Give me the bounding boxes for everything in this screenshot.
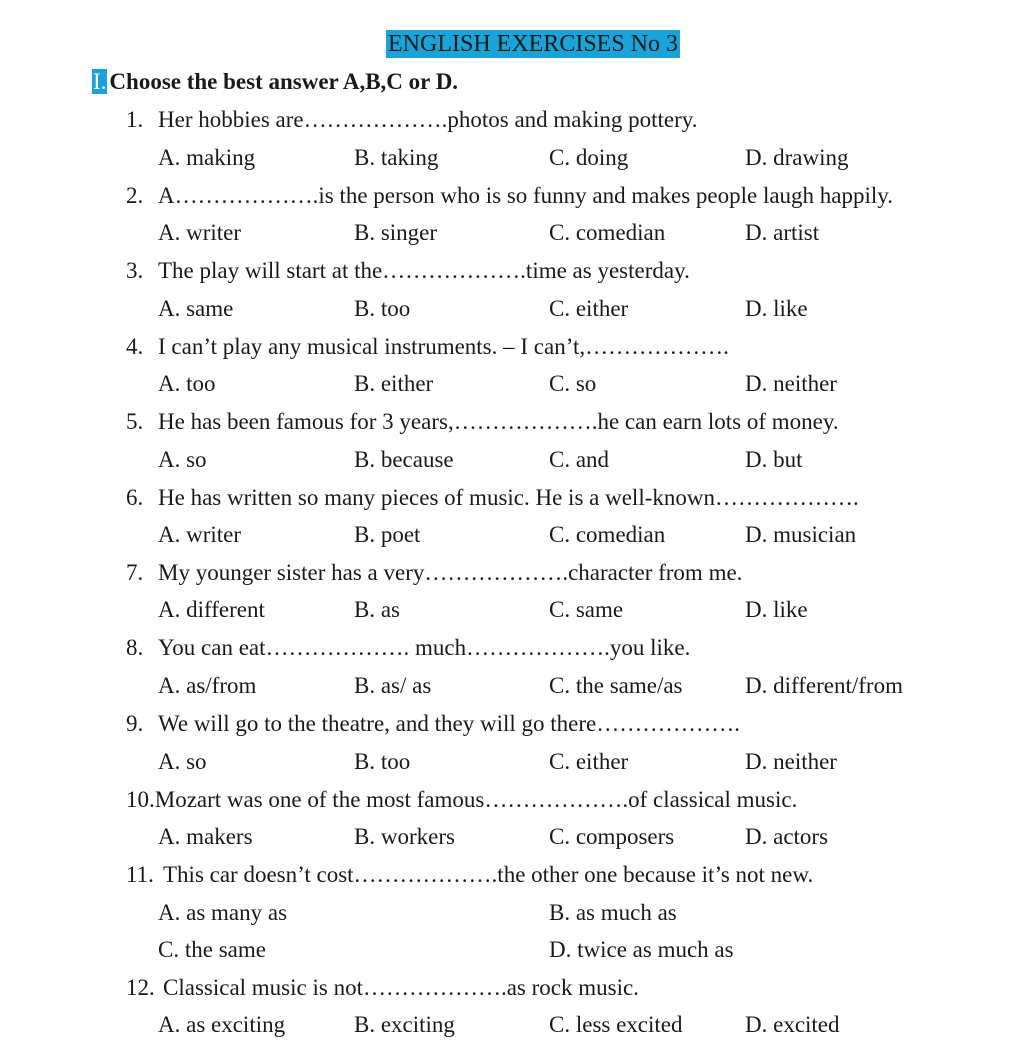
option-d[interactable]: D. neither xyxy=(745,749,837,774)
question-text: The play will start at the……………….time as yesterday. xyxy=(158,258,690,283)
question-10-options xyxy=(158,820,978,854)
question-8 xyxy=(126,631,1006,665)
option-a[interactable]: A. so xyxy=(158,447,207,472)
question-3-options xyxy=(158,292,978,326)
option-d[interactable]: D. twice as much as xyxy=(549,937,734,962)
option-a[interactable]: A. as many as xyxy=(158,900,288,925)
option-d[interactable]: D. neither xyxy=(745,371,837,396)
option-c[interactable]: C. either xyxy=(549,749,629,774)
question-text: I can’t play any musical instruments. – I can’t,………………. xyxy=(158,334,729,359)
option-b[interactable]: B. as xyxy=(354,597,400,622)
option-d[interactable]: D. like xyxy=(745,296,808,321)
question-1 xyxy=(126,103,1006,137)
question-9-options xyxy=(158,745,978,779)
option-a[interactable]: A. making xyxy=(158,145,256,170)
question-text: Her hobbies are……………….photos and making pottery. xyxy=(158,107,698,132)
option-b[interactable]: B. as much as xyxy=(549,900,677,925)
question-4-options xyxy=(158,367,978,401)
option-c[interactable]: C. comedian xyxy=(549,220,666,245)
question-6 xyxy=(126,481,1006,515)
question-text: You can eat………………. much……………….you like. xyxy=(158,635,691,660)
option-a[interactable]: A. writer xyxy=(158,522,242,547)
question-12 xyxy=(126,971,1006,1005)
option-c[interactable]: C. less excited xyxy=(549,1012,683,1037)
question-text: He has written so many pieces of music. He is a well-known………………. xyxy=(158,485,859,510)
option-b[interactable]: B. poet xyxy=(354,522,421,547)
option-a[interactable]: A. too xyxy=(158,371,216,396)
section-heading xyxy=(92,66,458,98)
question-text: Classical music is not……………….as rock music. xyxy=(163,975,639,1000)
option-a[interactable]: A. so xyxy=(158,749,207,774)
question-text: We will go to the theatre, and they will go there………………. xyxy=(158,711,740,736)
option-b[interactable]: B. because xyxy=(354,447,454,472)
option-c[interactable]: C. the same/as xyxy=(549,673,683,698)
question-number: 2. xyxy=(126,183,144,208)
option-a[interactable]: A. writer xyxy=(158,220,242,245)
question-number: 1. xyxy=(126,107,144,132)
option-a[interactable]: A. makers xyxy=(158,824,253,849)
option-d[interactable]: D. excited xyxy=(745,1012,840,1037)
question-text: Mozart was one of the most famous……………….of classical music. xyxy=(154,787,798,812)
question-11-options-row2 xyxy=(158,933,978,967)
option-d[interactable]: D. like xyxy=(745,597,808,622)
question-11-options-row1 xyxy=(158,896,978,930)
question-8-options xyxy=(158,669,978,703)
option-c[interactable]: C. either xyxy=(549,296,629,321)
section-number: I. xyxy=(93,69,107,94)
question-10 xyxy=(126,783,1006,817)
question-text: A……………….is the person who is so funny and makes people laugh happily. xyxy=(158,183,894,208)
section-instruction: Choose the best answer A,B,C or D. xyxy=(109,69,459,94)
option-b[interactable]: B. too xyxy=(354,296,411,321)
option-b[interactable]: B. taking xyxy=(354,145,439,170)
question-number: 5. xyxy=(126,409,144,434)
option-b[interactable]: B. exciting xyxy=(354,1012,455,1037)
question-2-options xyxy=(158,216,978,250)
option-c[interactable]: C. comedian xyxy=(549,522,666,547)
option-b[interactable]: B. as/ as xyxy=(354,673,432,698)
question-number: 11. xyxy=(126,862,154,887)
option-c[interactable]: C. the same xyxy=(158,937,266,962)
question-2 xyxy=(126,179,1006,213)
option-a[interactable]: A. as exciting xyxy=(158,1012,286,1037)
option-c[interactable]: C. same xyxy=(549,597,624,622)
option-d[interactable]: D. but xyxy=(745,447,803,472)
question-number: 4. xyxy=(126,334,144,359)
question-number: 10. xyxy=(126,787,155,812)
option-c[interactable]: C. doing xyxy=(549,145,629,170)
option-d[interactable]: D. artist xyxy=(745,220,820,245)
option-d[interactable]: D. actors xyxy=(745,824,829,849)
question-number: 3. xyxy=(126,258,144,283)
question-text: My younger sister has a very……………….character from me. xyxy=(158,560,743,585)
question-text: He has been famous for 3 years,……………….he can earn lots of money. xyxy=(158,409,839,434)
option-d[interactable]: D. different/from xyxy=(745,673,903,698)
option-a[interactable]: A. as/from xyxy=(158,673,257,698)
option-d[interactable]: D. drawing xyxy=(745,145,849,170)
question-text: This car doesn’t cost……………….the other one because it’s not new. xyxy=(163,862,814,887)
option-b[interactable]: B. singer xyxy=(354,220,438,245)
option-a[interactable]: A. different xyxy=(158,597,265,622)
option-c[interactable]: C. so xyxy=(549,371,597,396)
question-number: 9. xyxy=(126,711,144,736)
question-9 xyxy=(126,707,1006,741)
page-title: ENGLISH EXERCISES No 3 xyxy=(388,31,679,57)
option-b[interactable]: B. workers xyxy=(354,824,455,849)
option-a[interactable]: A. same xyxy=(158,296,234,321)
question-11 xyxy=(126,858,1006,892)
question-number: 6. xyxy=(126,485,144,510)
question-1-options xyxy=(158,141,978,175)
question-6-options xyxy=(158,518,978,552)
option-c[interactable]: C. and xyxy=(549,447,610,472)
question-5-options xyxy=(158,443,978,477)
option-c[interactable]: C. composers xyxy=(549,824,675,849)
question-3 xyxy=(126,254,1006,288)
question-number: 12. xyxy=(126,975,155,1000)
question-4 xyxy=(126,330,1006,364)
option-b[interactable]: B. too xyxy=(354,749,411,774)
question-number: 8. xyxy=(126,635,144,660)
question-7-options xyxy=(158,593,978,627)
question-5 xyxy=(126,405,1006,439)
option-d[interactable]: D. musician xyxy=(745,522,857,547)
question-number: 7. xyxy=(126,560,144,585)
question-12-options xyxy=(158,1008,978,1042)
option-b[interactable]: B. either xyxy=(354,371,434,396)
question-7 xyxy=(126,556,1006,590)
